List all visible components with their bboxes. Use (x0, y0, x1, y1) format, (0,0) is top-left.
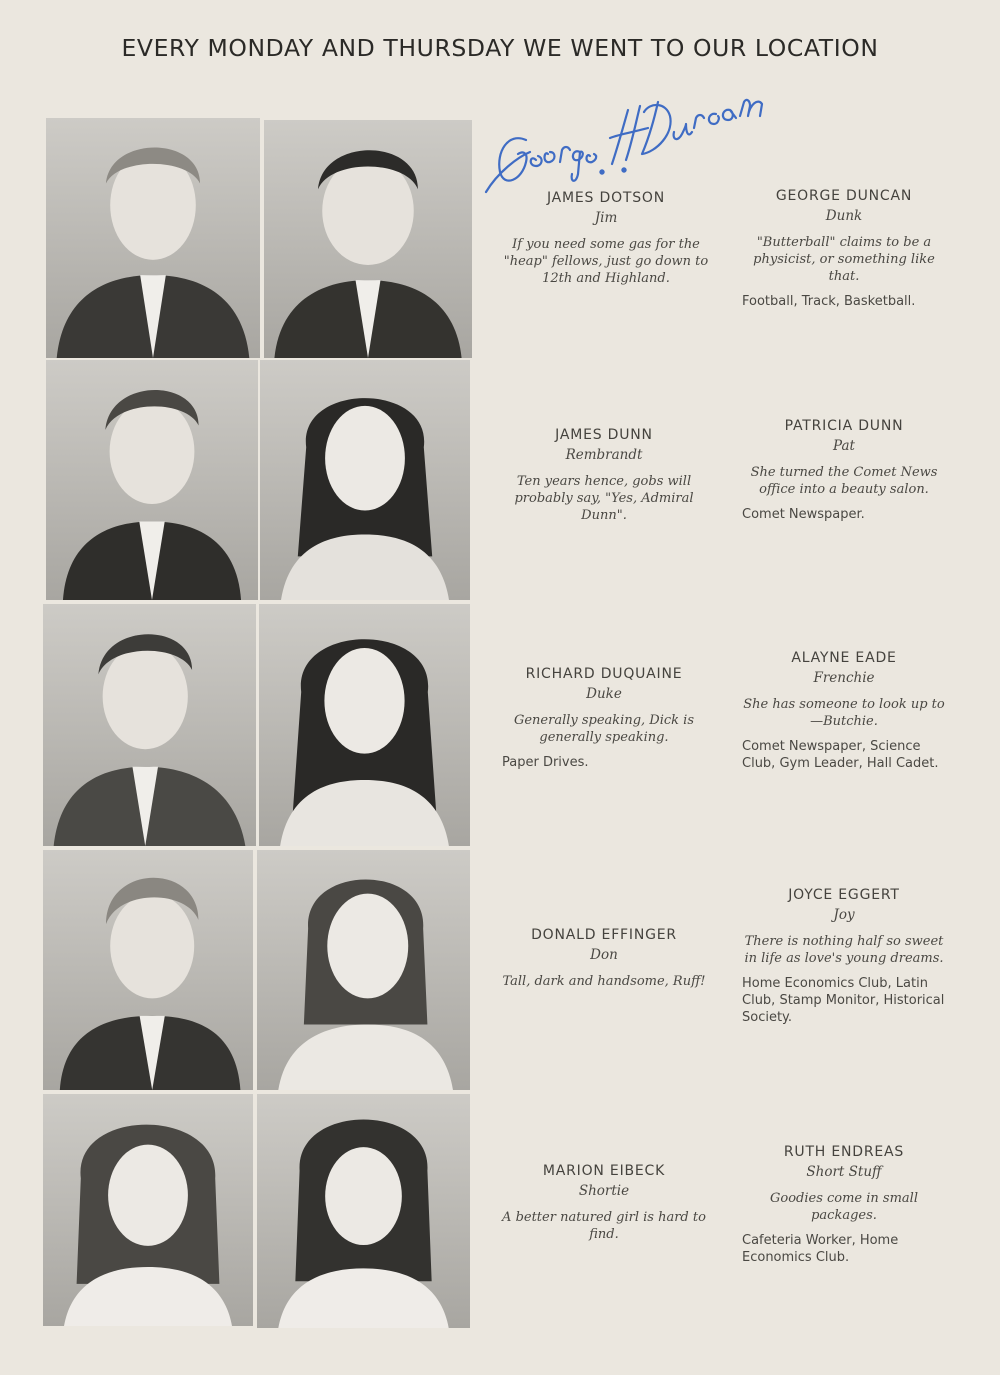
student-name: JAMES DUNN (555, 427, 653, 443)
student-nickname: Joy (833, 907, 855, 923)
student-quote: There is nothing half so sweet in life as love's young dreams. (744, 934, 944, 966)
student-name: MARION EIBECK (542, 1163, 666, 1179)
student-nickname: Shortie (578, 1183, 630, 1199)
student-nickname: Duke (586, 686, 622, 702)
student-quote: Goodies come in small packages. (769, 1191, 918, 1223)
student-quote: "Butterball" claims to be a physicist, or something like that. (753, 235, 935, 284)
student-quote: She has someone to look up to—Butchie. (743, 697, 945, 729)
student-quote: A better natured girl is hard to find. (502, 1210, 706, 1242)
student-entry (494, 927, 714, 998)
page-title: EVERY MONDAY AND THURSDAY WE WENT TO OUR LOCATION (121, 34, 879, 62)
student-name: ALAYNE EADE (791, 650, 897, 666)
student-photo (264, 120, 472, 358)
student-activities: Comet Newspaper. (742, 507, 865, 522)
student-entry (734, 188, 954, 310)
student-quote: Tall, dark and handsome, Ruff! (502, 974, 706, 989)
student-quote: Ten years hence, gobs will probably say, "Yes, Admiral Dunn". (514, 474, 694, 523)
student-entry (734, 887, 954, 1026)
student-name: RUTH ENDREAS (783, 1144, 905, 1160)
student-photo (46, 118, 260, 358)
student-entry (494, 427, 714, 532)
student-quote: If you need some gas for the "heap" fellows, just go down to 12th and Highland. (503, 237, 709, 286)
student-name: PATRICIA DUNN (784, 418, 904, 434)
student-activities: Cafeteria Worker, Home Economics Club. (742, 1233, 899, 1265)
student-photo (259, 604, 470, 846)
student-nickname: Jim (594, 210, 618, 226)
student-nickname: Don (590, 947, 618, 963)
student-nickname: Rembrandt (565, 447, 643, 463)
student-activities: Comet Newspaper, Science Club, Gym Leader, Hall Cadet. (742, 739, 939, 771)
student-entry (494, 666, 714, 771)
student-quote: She turned the Comet News office into a beauty salon. (750, 465, 938, 497)
student-photo (43, 1094, 253, 1326)
student-name: JAMES DOTSON (546, 190, 666, 206)
student-photo (257, 1094, 470, 1328)
student-photo (260, 360, 470, 600)
student-photo (257, 850, 470, 1090)
student-photo (43, 850, 253, 1090)
student-nickname: Dunk (825, 208, 863, 224)
student-nickname: Short Stuff (806, 1164, 882, 1180)
student-entry (494, 1163, 714, 1251)
student-name: JOYCE EGGERT (788, 887, 900, 903)
student-quote: Generally speaking, Dick is generally speaking. (513, 713, 695, 745)
student-activities: Home Economics Club, Latin Club, Stamp Monitor, Historical Society. (742, 976, 945, 1025)
student-nickname: Pat (833, 438, 855, 454)
student-photo (43, 604, 256, 846)
student-nickname: Frenchie (813, 670, 875, 686)
student-name: GEORGE DUNCAN (775, 188, 913, 204)
student-name: RICHARD DUQUAINE (525, 666, 683, 682)
student-entry (734, 650, 954, 772)
handwritten-signature (478, 62, 778, 197)
student-photo (46, 360, 258, 600)
student-entry (496, 190, 716, 295)
student-entry (734, 418, 954, 523)
student-activities: Paper Drives. (502, 755, 589, 770)
student-name: DONALD EFFINGER (531, 927, 677, 943)
student-activities: Football, Track, Basketball. (742, 294, 916, 309)
student-entry (734, 1144, 954, 1266)
